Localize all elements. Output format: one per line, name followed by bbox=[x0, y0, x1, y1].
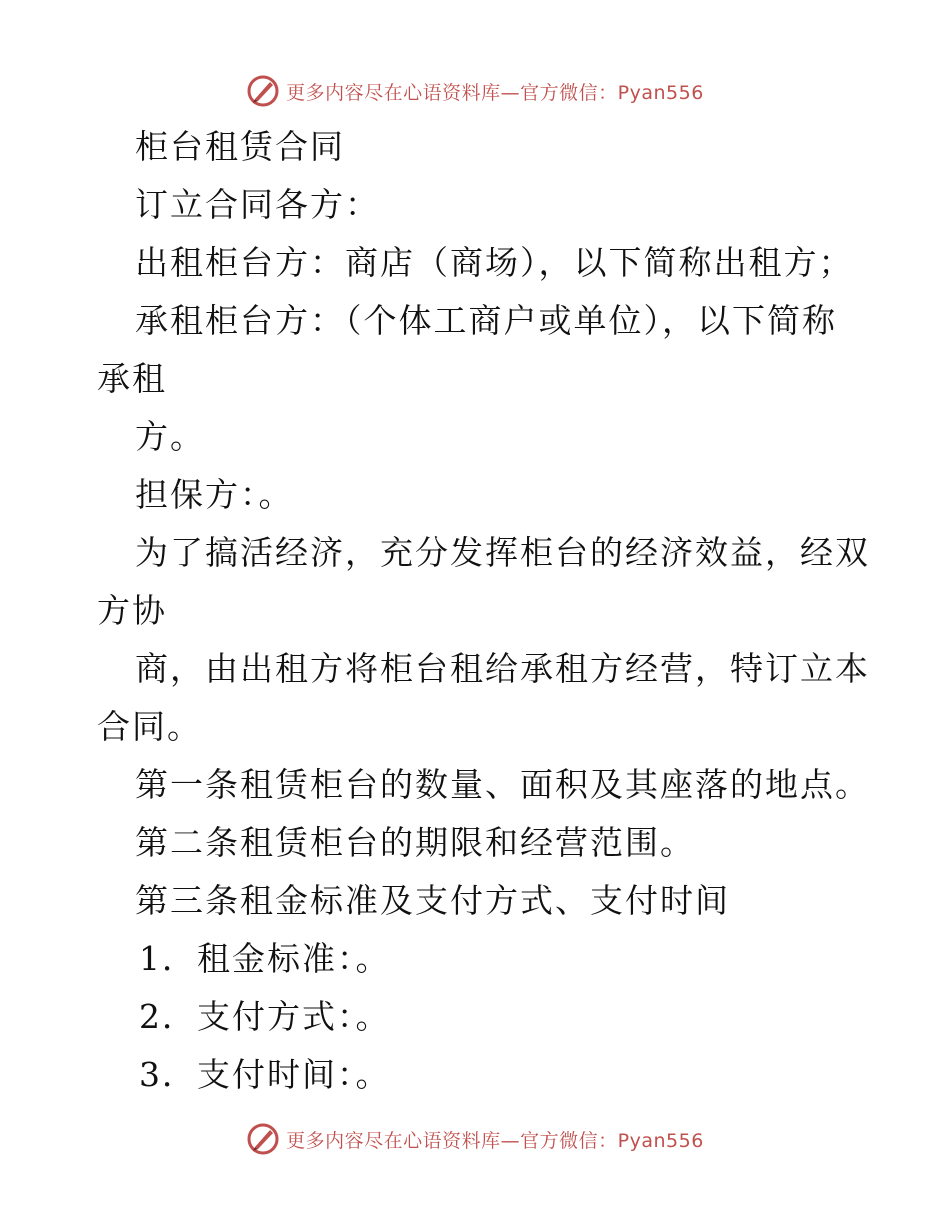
paragraph-line: 订立合同各方： bbox=[135, 185, 380, 224]
quill-pen-logo-icon bbox=[246, 1122, 280, 1156]
paragraph-line: 方协 bbox=[97, 591, 167, 630]
numbered-item: 3．支付时间：。 bbox=[139, 1055, 391, 1094]
numbered-item: 2．支付方式：。 bbox=[139, 997, 391, 1036]
paragraph-line: 担保方：。 bbox=[135, 475, 294, 514]
paragraph-line: 出租柜台方：商店（商场），以下简称出租方； bbox=[135, 243, 854, 282]
paragraph-line: 合同。 bbox=[97, 707, 202, 746]
article-heading: 第三条租金标准及支付方式、支付时间 bbox=[135, 881, 730, 920]
document-title: 柜台租赁合同 bbox=[135, 127, 345, 166]
paragraph-line: 商，由出租方将柜台租给承租方经营，特订立本 bbox=[135, 649, 870, 688]
paragraph-line: 为了搞活经济，充分发挥柜台的经济效益，经双 bbox=[135, 533, 870, 572]
paragraph-line: 承租 bbox=[97, 359, 167, 398]
article-heading: 第一条租赁柜台的数量、面积及其座落的地点。 bbox=[135, 765, 870, 804]
watermark-text: 更多内容尽在心语资料库—官方微信：Pyan556 bbox=[286, 81, 704, 104]
article-heading: 第二条租赁柜台的期限和经营范围。 bbox=[135, 823, 695, 862]
paragraph-line: 承租柜台方：（个体工商户或单位），以下简称 bbox=[135, 301, 837, 340]
paragraph-line: 方。 bbox=[135, 417, 205, 456]
document-body bbox=[97, 118, 870, 1104]
footer-watermark-banner bbox=[0, 1119, 950, 1159]
quill-pen-logo-icon bbox=[246, 74, 280, 108]
numbered-item: 1．租金标准：。 bbox=[139, 939, 391, 978]
header-watermark-banner bbox=[0, 71, 950, 111]
watermark-text: 更多内容尽在心语资料库—官方微信：Pyan556 bbox=[286, 1129, 704, 1152]
